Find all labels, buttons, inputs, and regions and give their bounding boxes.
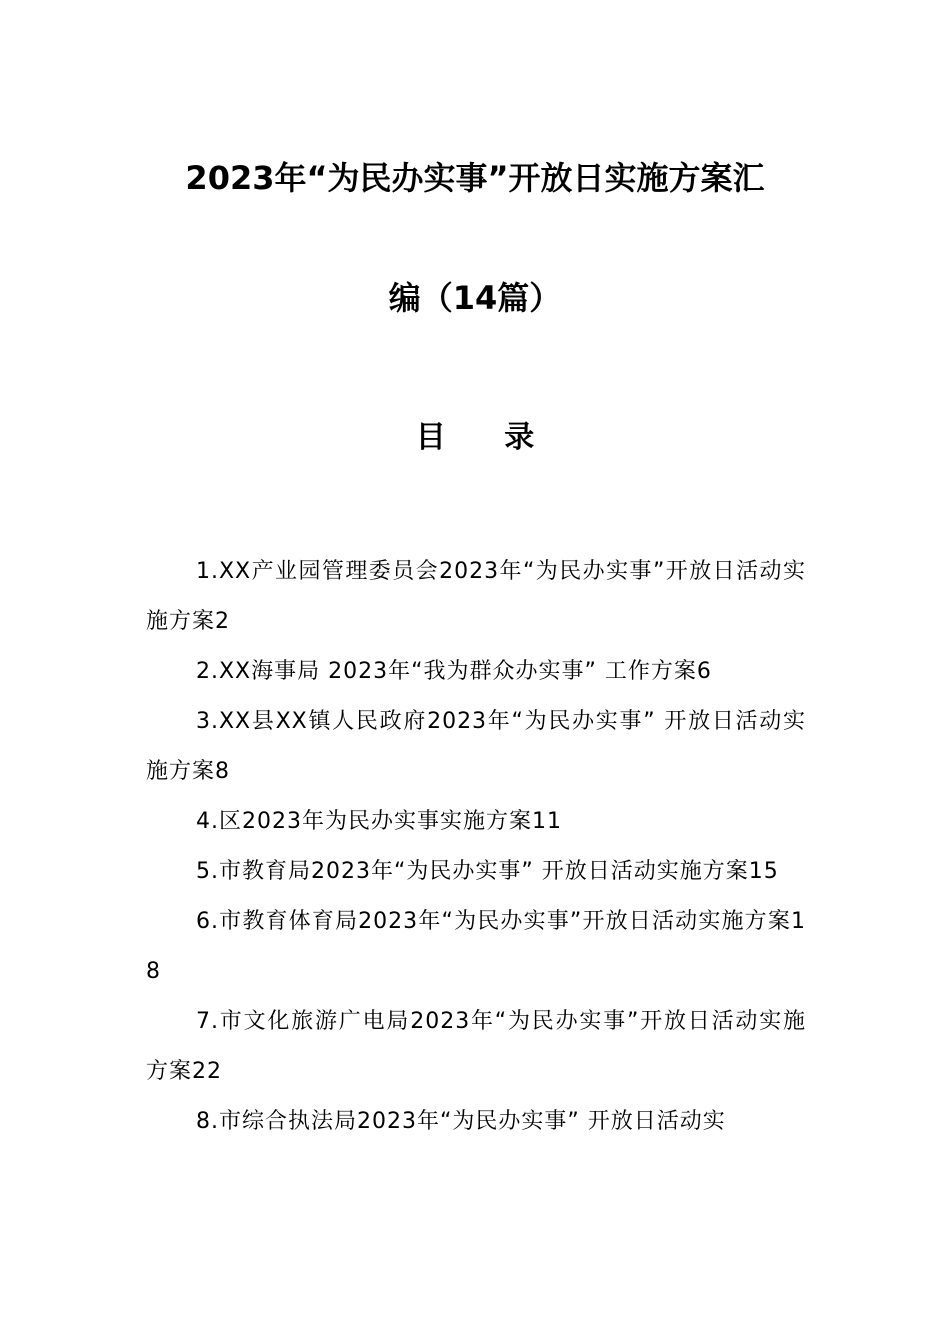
document-title-line-2: 编（14篇） <box>388 279 562 317</box>
toc-list <box>146 547 806 1147</box>
toc-item-6[interactable]: 6.市教育体育局2023年“为民办实事”开放日活动实施方案18 <box>146 909 806 984</box>
document-title-line-1: 2023年“为民办实事”开放日实施方案汇 <box>185 159 765 197</box>
toc-item-4[interactable]: 4.区2023年为民办实事实施方案11 <box>196 809 562 834</box>
toc-item-7[interactable]: 7.市文化旅游广电局2023年“为民办实事”开放日活动实施方案22 <box>146 1009 806 1084</box>
toc-item-1[interactable]: 1.XX产业园管理委员会2023年“为民办实事”开放日活动实施方案2 <box>146 559 806 634</box>
toc-item-5[interactable]: 5.市教育局2023年“为民办实事” 开放日活动实施方案15 <box>196 859 779 884</box>
toc-item-8[interactable]: 8.市综合执法局2023年“为民办实事” 开放日活动实 <box>196 1109 726 1134</box>
toc-item-3[interactable]: 3.XX县XX镇人民政府2023年“为民办实事” 开放日活动实施方案8 <box>146 709 806 784</box>
toc-item-2[interactable]: 2.XX海事局 2023年“我为群众办实事” 工作方案6 <box>196 659 712 684</box>
toc-heading: 目 录 <box>415 420 559 455</box>
